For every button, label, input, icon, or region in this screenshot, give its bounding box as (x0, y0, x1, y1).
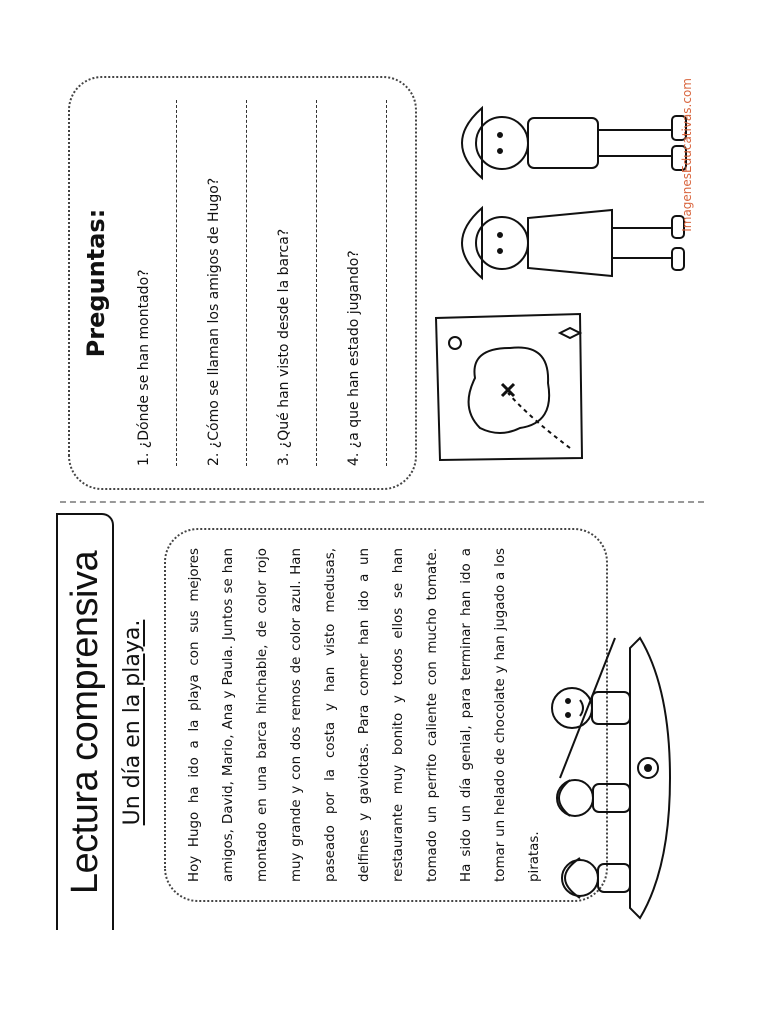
questions-list (130, 100, 410, 466)
pirate-kids-illustration (422, 78, 702, 298)
story-title (120, 515, 145, 930)
answer-line (386, 100, 387, 466)
question-item (130, 100, 200, 466)
worksheet-page (50, 68, 714, 938)
story-text: Hoy Hugo ha ido a la playa con sus mejores amigos, David, Mario, Ana y Paula. Juntos se han montado en una barca hinchable, de color rojo muy grande y con dos remos de color azul. Han paseado por la costa y han visto medusas, delfines y gaviotas. Para comer han ido a un restaurante muy bonito y todos ellos se han tomado un perrito caliente con mucho tomate. Ha sido un día genial, para terminar han ido a tomar un helado de chocolate y han jugado a los piratas. (187, 548, 542, 882)
question-text: 4. ¿a que han estado jugando? (346, 250, 362, 466)
source-watermark: ImagenesEducativas.com (680, 78, 694, 232)
questions-box (68, 76, 417, 490)
page-title: Lectura comprensiva (63, 550, 106, 895)
question-text: 1. ¿Dónde se han montado? (136, 269, 152, 466)
title-frame (56, 513, 114, 930)
kids-in-boat-illustration (520, 628, 680, 928)
answer-line (176, 100, 177, 466)
story-title-text: Un día en la playa. (120, 619, 145, 826)
answer-line (246, 100, 247, 466)
question-text: 3. ¿Qué han visto desde la barca? (276, 228, 292, 466)
question-item (270, 100, 340, 466)
question-text: 2. ¿Cómo se llaman los amigos de Hugo? (206, 177, 222, 466)
worksheet-rotated-content (50, 68, 714, 938)
question-item (340, 100, 410, 466)
treasure-map-illustration (430, 308, 590, 468)
questions-title: Preguntas: (82, 208, 110, 358)
question-item (200, 100, 270, 466)
answer-line (316, 100, 317, 466)
fold-line (60, 501, 704, 503)
